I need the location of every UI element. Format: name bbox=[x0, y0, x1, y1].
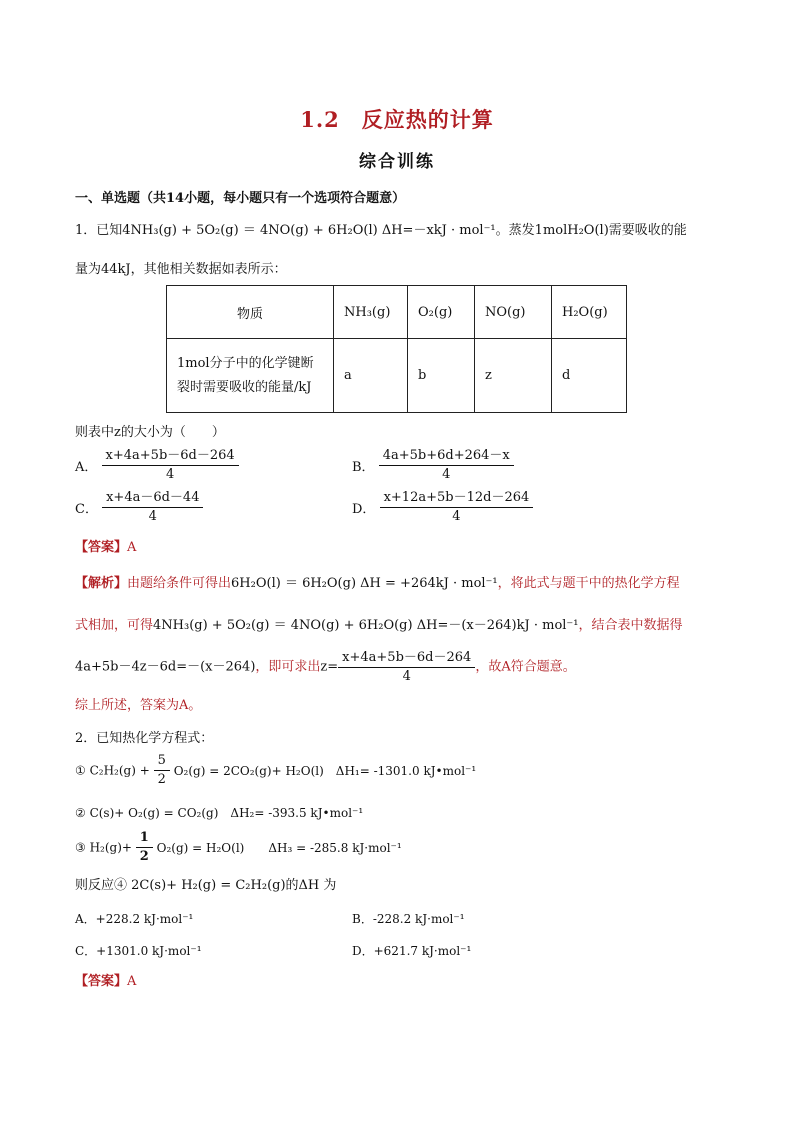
fraction-numerator: x+12a+5b－12d－264 bbox=[380, 490, 534, 508]
table-cell: z bbox=[475, 339, 552, 413]
answer-tag: 【答案】 bbox=[75, 974, 128, 989]
analysis-fraction bbox=[338, 650, 475, 685]
fraction-denominator: 4 bbox=[452, 509, 461, 524]
table-header-row bbox=[167, 286, 627, 339]
fraction-denominator: 4 bbox=[148, 509, 157, 524]
equation-fraction bbox=[136, 830, 153, 865]
q1-option-d[interactable] bbox=[352, 490, 533, 525]
q1-prefix: 1．已知 bbox=[75, 223, 123, 238]
equation-text: O₂(g) = H₂O(l) ΔH₃ = -285.8 kJ·mol⁻¹ bbox=[156, 841, 402, 855]
fraction-denominator: 2 bbox=[157, 772, 166, 787]
analysis-text: ，结合表中数据得 bbox=[578, 618, 683, 633]
analysis-text: ，故A符合题意。 bbox=[475, 659, 576, 675]
analysis-equation: 6H₂O(l) ＝ 6H₂O(g) bbox=[231, 576, 357, 591]
option-label: D． bbox=[352, 502, 376, 517]
q1-option-c[interactable] bbox=[75, 490, 203, 525]
equation-fraction bbox=[154, 753, 170, 788]
table-header-cell: O₂(g) bbox=[408, 286, 475, 339]
analysis-text: ，即可求出 bbox=[255, 659, 321, 675]
answer-value: A bbox=[127, 540, 137, 555]
table-header-cell: 物质 bbox=[167, 286, 334, 339]
table-row-label bbox=[167, 339, 334, 413]
fraction-denominator: 2 bbox=[139, 849, 149, 864]
q2-option-a[interactable]: A．+228.2 kJ·mol⁻¹ bbox=[75, 912, 194, 926]
row-label-line: 1mol分子中的化学键断 bbox=[177, 355, 314, 371]
answer-tag: 【答案】 bbox=[75, 540, 128, 555]
equation-text: O₂(g) = 2CO₂(g)+ H₂O(l) ΔH₁= -1301.0 kJ•mol⁻¹ bbox=[173, 764, 477, 778]
q2-option-d[interactable]: D．+621.7 kJ·mol⁻¹ bbox=[352, 944, 472, 958]
bond-energy-table bbox=[166, 285, 627, 413]
fraction-numerator: x+4a+5b－6d－264 bbox=[338, 650, 475, 668]
answer-value: A bbox=[127, 974, 137, 989]
q1-analysis-line3 bbox=[75, 650, 576, 685]
table-cell: d bbox=[552, 339, 627, 413]
analysis-tag: 【解析】 bbox=[75, 576, 128, 591]
analysis-equation: 4a+5b－4z－6d=－(x－264) bbox=[75, 659, 256, 675]
q1-stem: 则表中z的大小为（ ） bbox=[75, 425, 225, 440]
q2-stem: 2．已知热化学方程式： bbox=[75, 731, 214, 746]
analysis-equation: 4NH₃(g) + 5O₂(g) ＝ 4NO(g) + 6H₂O(g) bbox=[153, 618, 413, 633]
q1-analysis-line2 bbox=[75, 617, 683, 635]
table-header-cell: NO(g) bbox=[475, 286, 552, 339]
option-fraction bbox=[380, 490, 534, 525]
row-label-line: 裂时需要吸收的能量/kJ bbox=[177, 379, 312, 395]
q2-equation-2: ② C(s)+ O₂(g) = CO₂(g) ΔH₂= -393.5 kJ•mol⁻¹ bbox=[75, 806, 364, 820]
fraction-denominator: 4 bbox=[442, 467, 451, 482]
analysis-delta-h: ΔH=－(x－264)kJ · mol⁻¹ bbox=[416, 618, 579, 633]
q2-ask: 则反应④ 2C(s)+ H₂(g) = C₂H₂(g)的ΔH 为 bbox=[75, 878, 337, 893]
option-label: A． bbox=[75, 460, 98, 475]
table-cell: a bbox=[334, 339, 408, 413]
option-fraction bbox=[102, 490, 203, 525]
page-title: 1.2 反应热的计算 bbox=[300, 107, 494, 132]
page-subtitle: 综合训练 bbox=[359, 152, 435, 172]
analysis-delta-h: ΔH = +264kJ · mol⁻¹ bbox=[360, 576, 498, 591]
fraction-numerator: 5 bbox=[154, 753, 170, 771]
q1-equation: 4NH₃(g) + 5O₂(g) ＝ 4NO(g) + 6H₂O(l) bbox=[122, 223, 378, 238]
fraction-denominator: 4 bbox=[402, 669, 411, 684]
q1-answer bbox=[75, 539, 136, 557]
fraction-numerator: 1 bbox=[136, 830, 153, 848]
q2-equation-1 bbox=[75, 753, 476, 788]
q1-delta-h: ΔH=－xkJ · mol⁻¹ bbox=[381, 223, 496, 238]
analysis-text: 式相加，可得 bbox=[75, 618, 154, 633]
fraction-numerator: 4a+5b+6d+264－x bbox=[379, 448, 514, 466]
fraction-numerator: x+4a－6d－44 bbox=[102, 490, 203, 508]
q1-water: 1molH₂O(l) bbox=[534, 223, 609, 238]
q1-line1 bbox=[75, 222, 687, 240]
q1-summary: 综上所述，答案为A。 bbox=[75, 698, 202, 713]
equation-text: ① C₂H₂(g) + bbox=[75, 763, 150, 778]
analysis-text: ，将此式与题干中的热化学方程 bbox=[497, 576, 680, 591]
fraction-numerator: x+4a+5b－6d－264 bbox=[102, 448, 239, 466]
section-heading: 一、单选题（共14小题，每小题只有一个选项符合题意） bbox=[75, 191, 406, 206]
analysis-text: 由题给条件可得出 bbox=[127, 576, 232, 591]
q1-option-a[interactable] bbox=[75, 448, 239, 483]
table-cell: b bbox=[408, 339, 475, 413]
q1-energy-text: 需要吸收的能 bbox=[608, 223, 687, 238]
table-header-cell: H₂O(g) bbox=[552, 286, 627, 339]
q2-option-c[interactable]: C．+1301.0 kJ·mol⁻¹ bbox=[75, 944, 202, 958]
table-row bbox=[167, 339, 627, 413]
q2-option-b[interactable]: B．-228.2 kJ·mol⁻¹ bbox=[352, 912, 465, 926]
option-label: B． bbox=[352, 460, 375, 475]
q1-option-b[interactable] bbox=[352, 448, 514, 483]
option-fraction bbox=[102, 448, 239, 483]
option-fraction bbox=[379, 448, 514, 483]
q1-evap-text: 。蒸发 bbox=[495, 223, 535, 238]
q2-answer bbox=[75, 973, 136, 991]
option-label: C． bbox=[75, 502, 98, 517]
q1-analysis-line1 bbox=[75, 575, 680, 593]
q1-line2: 量为44kJ，其他相关数据如表所示： bbox=[75, 262, 287, 277]
analysis-z: z= bbox=[320, 659, 339, 675]
fraction-denominator: 4 bbox=[165, 467, 175, 482]
equation-text: ③ H₂(g)+ bbox=[75, 840, 132, 855]
q2-equation-3 bbox=[75, 830, 402, 865]
table-header-cell: NH₃(g) bbox=[334, 286, 408, 339]
